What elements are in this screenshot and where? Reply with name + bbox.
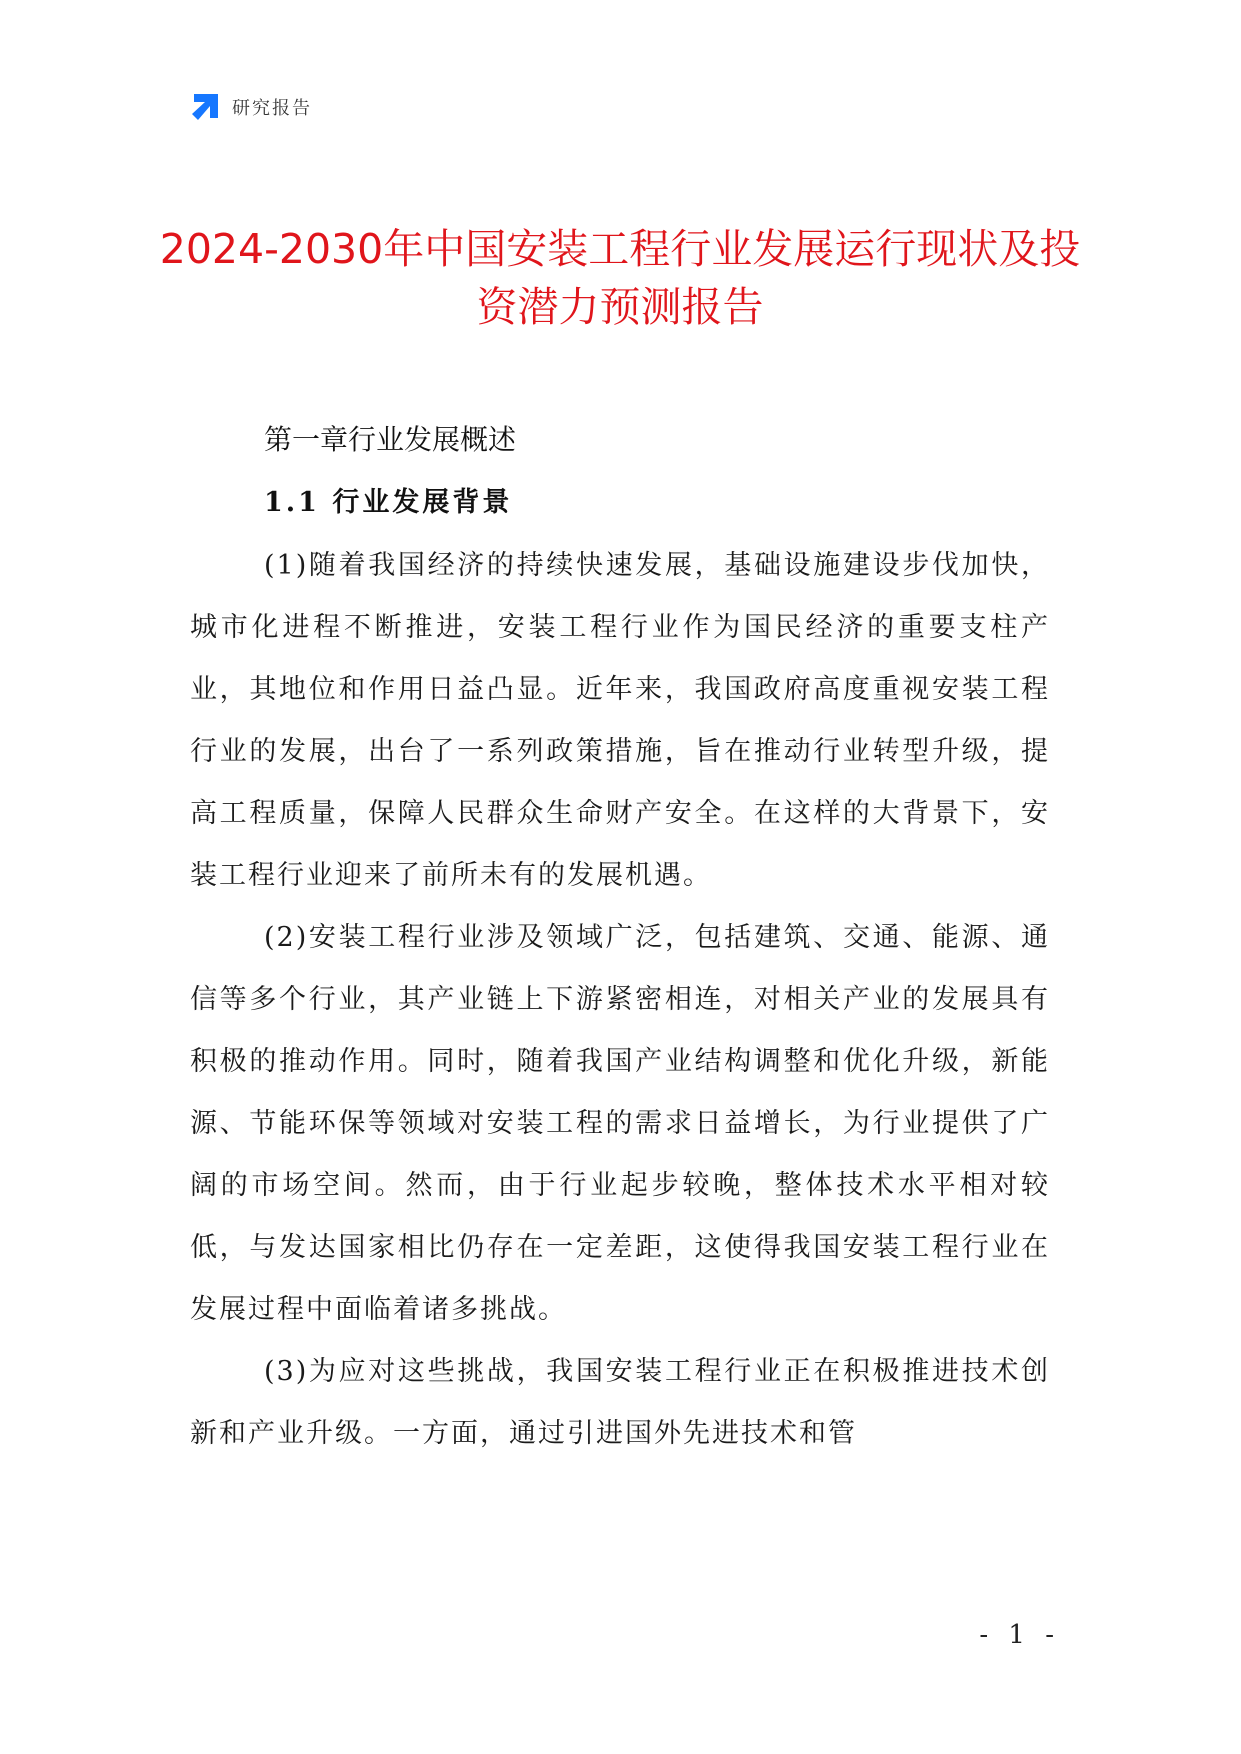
report-header — [190, 90, 312, 124]
paragraph-2: (2)安装工程行业涉及领域广泛，包括建筑、交通、能源、通信等多个行业，其产业链上下游紧密相连，对相关产业的发展具有积极的推动作用。同时，随着我国产业结构调整和优化升级，新能源、节能环保等领域对安装工程的需求日益增长，为行业提供了广阔的市场空间。然而，由于行业起步较晚，整体技术水平相对较低，与发达国家相比仍存在一定差距，这使得我国安装工程行业在发展过程中面临着诸多挑战。 — [190, 922, 1050, 1325]
arrow-up-right-icon — [190, 92, 220, 122]
section-heading: 1.1 行业发展背景 — [264, 487, 513, 518]
document-title: 2024-2030年中国安装工程行业发展运行现状及投资潜力预测报告 — [159, 225, 1081, 331]
paragraph-1: (1)随着我国经济的持续快速发展，基础设施建设步伐加快，城市化进程不断推进，安装工程行业作为国民经济的重要支柱产业，其地位和作用日益凸显。近年来，我国政府高度重视安装工程行业的发展，出台了一系列政策措施，旨在推动行业转型升级，提高工程质量，保障人民群众生命财产安全。在这样的大背景下，安装工程行业迎来了前所未有的发展机遇。 — [190, 550, 1050, 891]
body-text — [190, 535, 1050, 1465]
page-number: - 1 - — [979, 1620, 1060, 1650]
paragraph-3: (3)为应对这些挑战，我国安装工程行业正在积极推进技术创新和产业升级。一方面，通过引进国外先进技术和管 — [190, 1356, 1050, 1449]
chapter-heading: 第一章行业发展概述 — [264, 423, 517, 456]
header-label: 研究报告 — [232, 98, 312, 119]
